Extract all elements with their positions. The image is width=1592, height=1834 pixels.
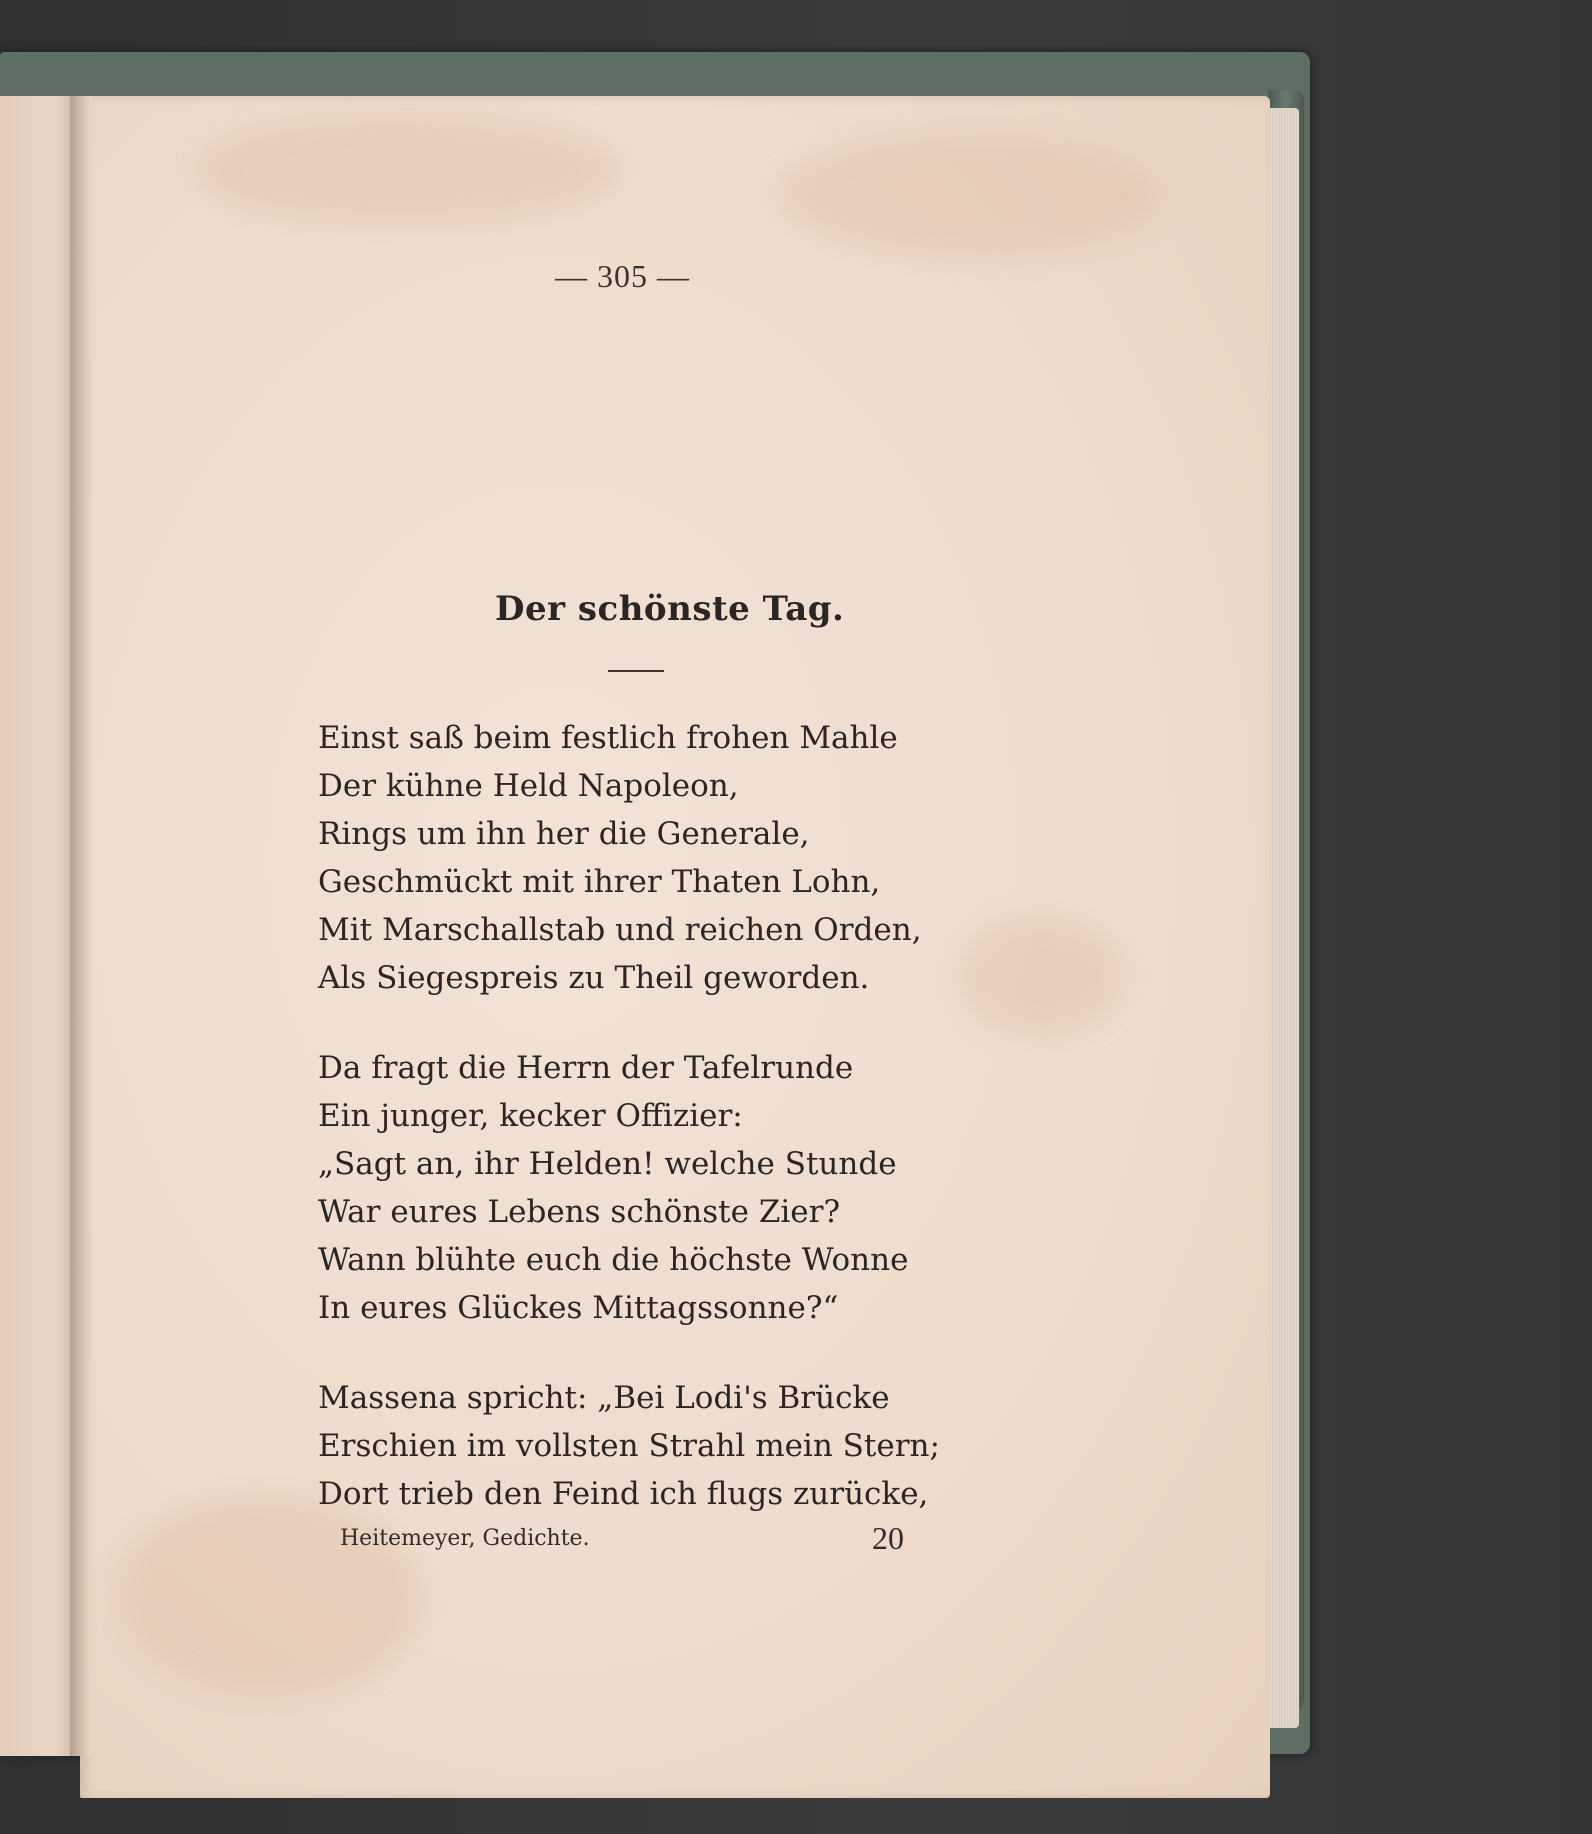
verse-line: Erschien im vollsten Strahl mein Stern;: [318, 1428, 940, 1464]
page-stain: [200, 116, 620, 226]
page-stain: [960, 916, 1120, 1036]
title-rule: [608, 670, 664, 672]
stanza-3: [318, 1374, 940, 1518]
footer-author: Heitemeyer, Gedichte.: [340, 1526, 590, 1551]
page-gutter: [70, 96, 92, 1756]
page-stain: [780, 136, 1160, 256]
verse-line: Der kühne Held Napoleon,: [318, 768, 739, 804]
verse-line: Einst saß beim festlich frohen Mahle: [318, 720, 898, 756]
verse-line: War eures Lebens schönste Zier?: [318, 1194, 841, 1230]
signature-mark: 20: [872, 1520, 904, 1556]
verse-line: Massena spricht: „Bei Lodi's Brücke: [318, 1380, 890, 1416]
verse-line: Mit Marschallstab und reichen Orden,: [318, 912, 922, 948]
verse-line: „Sagt an, ihr Helden! welche Stunde: [318, 1146, 897, 1182]
verse-line: Wann blühte euch die höchste Wonne: [318, 1242, 909, 1278]
page-number: — 305 —: [555, 258, 690, 294]
verse-line: Dort trieb den Feind ich flugs zurücke,: [318, 1476, 929, 1512]
verse-line: In eures Glückes Mittagssonne?“: [318, 1290, 839, 1326]
verse-line: Ein junger, kecker Offizier:: [318, 1098, 743, 1134]
verse-line: Geschmückt mit ihrer Thaten Lohn,: [318, 864, 881, 900]
stanza-2: [318, 1044, 908, 1332]
verse-line: Rings um ihn her die Generale,: [318, 816, 810, 852]
verse-line: Da fragt die Herrn der Tafelrunde: [318, 1050, 854, 1086]
verse-line: Als Siegespreis zu Theil geworden.: [318, 960, 870, 996]
stanza-1: [318, 714, 922, 1002]
poem-title: Der schönste Tag.: [495, 589, 845, 629]
previous-page-edge: [0, 96, 78, 1756]
